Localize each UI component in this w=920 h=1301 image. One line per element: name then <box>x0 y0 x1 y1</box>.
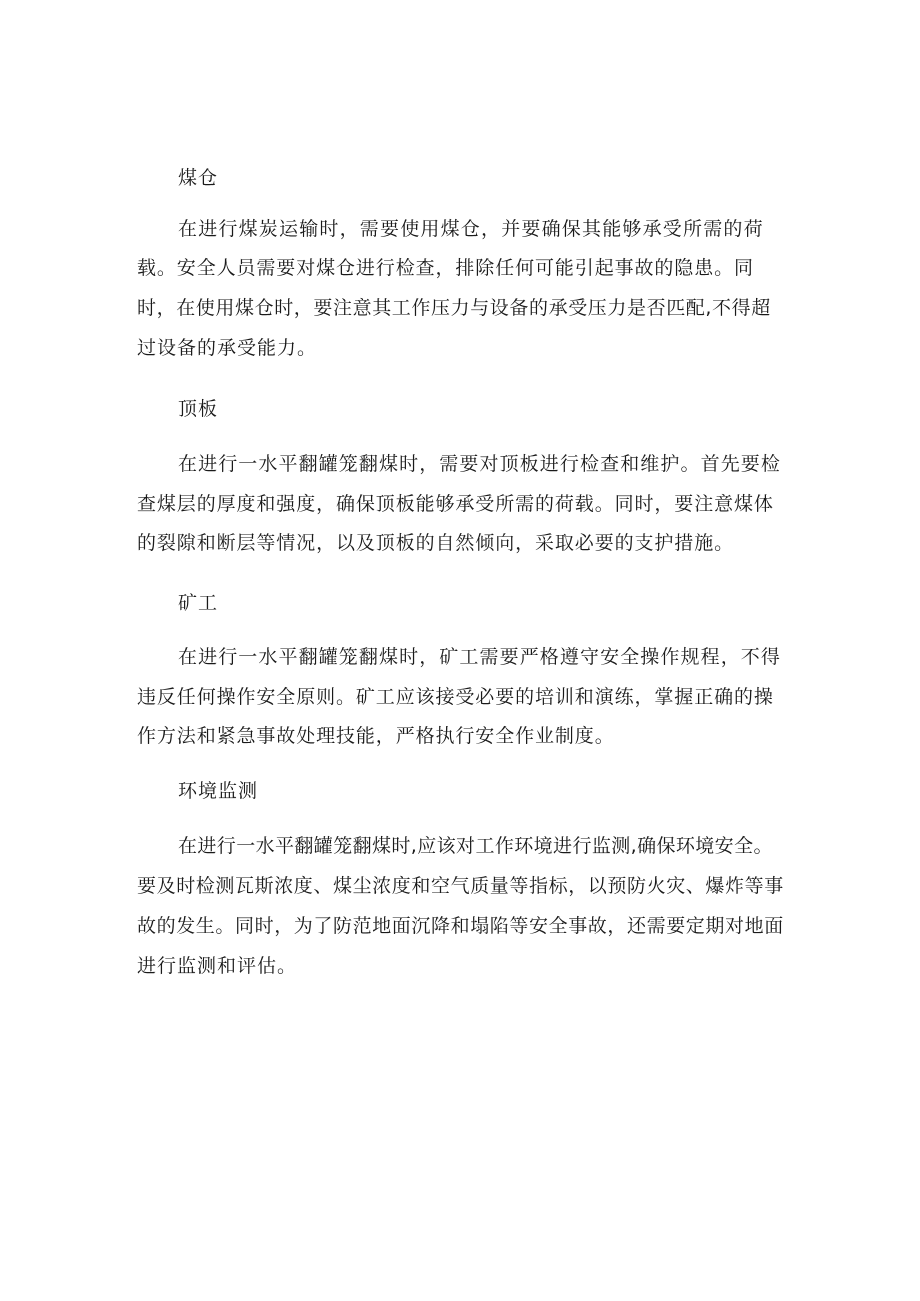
paragraph-line: 要及时检测瓦斯浓度、煤尘浓度和空气质量等指标，以预防火灾、爆炸等事 <box>137 875 784 897</box>
paragraph-line: 违反任何操作安全原则。矿工应该接受必要的培训和演练，掌握正确的操 <box>137 686 774 708</box>
section-heading-coal-bunker: 煤仓 <box>178 167 219 189</box>
paragraph-line: 过设备的承受能力。 <box>137 337 318 359</box>
paragraph-line: 作方法和紧急事故处理技能，严格执行安全作业制度。 <box>137 725 615 747</box>
paragraph-line: 的裂隙和断层等情况，以及顶板的自然倾向，采取必要的支护措施。 <box>137 532 735 554</box>
paragraph-line: 时，在使用煤仓时，要注意其工作压力与设备的承受压力是否匹配,不得超 <box>137 297 771 319</box>
paragraph-line: 查煤层的厚度和强度，确保顶板能够承受所需的荷载。同时，要注意煤体 <box>137 493 774 515</box>
paragraph-line: 在进行一水平翻罐笼翻煤时，需要对顶板进行检查和维护。首先要检 <box>178 453 782 475</box>
paragraph-line: 故的发生。同时，为了防范地面沉降和塌陷等安全事故，还需要定期对地面 <box>137 915 784 937</box>
section-heading-roof: 顶板 <box>178 398 219 420</box>
paragraph-line: 进行监测和评估。 <box>137 955 298 977</box>
paragraph-line: 在进行一水平翻罐笼翻煤时,应该对工作环境进行监测,确保环境安全。 <box>178 835 773 857</box>
paragraph-line: 在进行煤炭运输时，需要使用煤仓，并要确保其能够承受所需的荷 <box>178 218 764 240</box>
section-heading-environment-monitoring: 环境监测 <box>178 780 259 802</box>
paragraph-line: 载。安全人员需要对煤仓进行检查，排除任何可能引起事故的隐患。同 <box>137 257 754 279</box>
paragraph-line: 在进行一水平翻罐笼翻煤时，矿工需要严格遵守安全操作规程，不得 <box>178 646 782 668</box>
section-heading-miners: 矿工 <box>178 592 219 614</box>
